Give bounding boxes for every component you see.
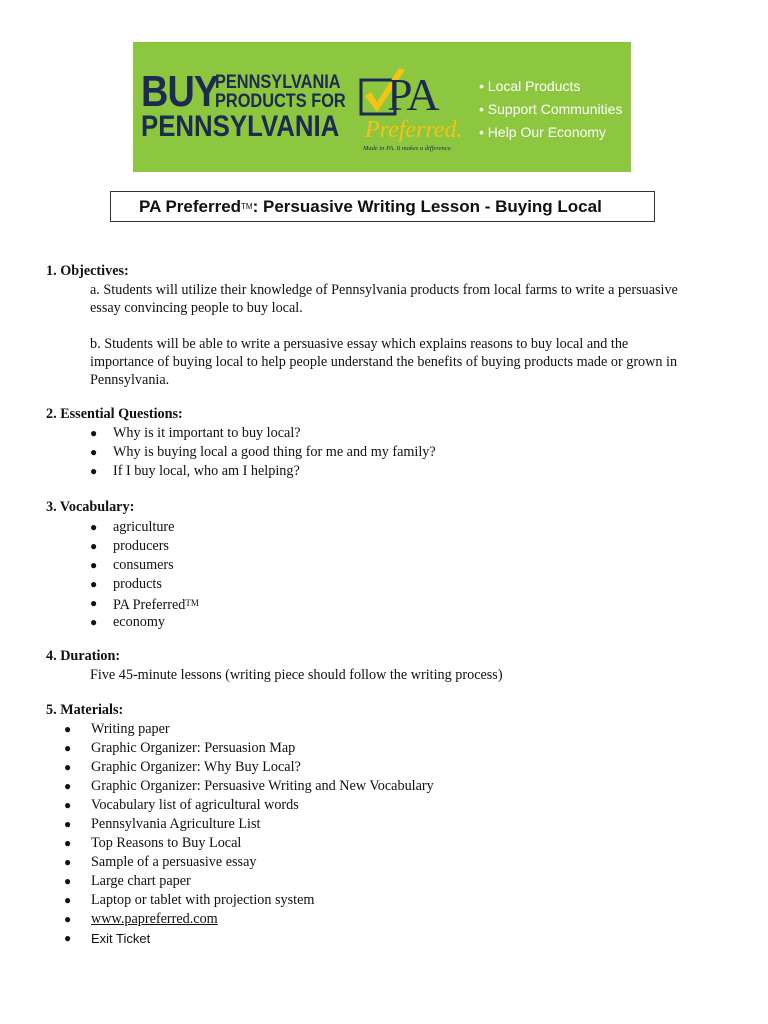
buy-line-3: PENNSYLVANIA xyxy=(141,110,340,143)
bullet-icon: ● xyxy=(90,615,98,629)
vocabulary-tm: TM xyxy=(185,598,199,608)
duration-text: Five 45-minute lessons (writing piece should follow the writing process) xyxy=(90,667,503,683)
list-item: ● Graphic Organizer: Persuasive Writing and New Vocabulary xyxy=(64,778,434,794)
list-item: ● Graphic Organizer: Persuasion Map xyxy=(64,740,296,756)
bullet-icon: ● xyxy=(90,577,98,591)
list-item: ● Laptop or tablet with projection system xyxy=(64,892,315,908)
list-item: ● producers xyxy=(90,538,169,554)
list-item: ● Sample of a persuasive essay xyxy=(64,854,257,870)
banner-bullet: • Local Products xyxy=(479,78,581,94)
bullet-icon: ● xyxy=(90,539,98,553)
bullet-icon: ● xyxy=(64,798,72,812)
materials-list xyxy=(64,720,434,948)
lesson-title-box xyxy=(110,191,655,222)
list-item: ● Vocabulary list of agricultural words xyxy=(64,797,299,813)
list-item: ● Writing paper xyxy=(64,721,170,737)
list-item: ● economy xyxy=(90,614,166,630)
objective-b-line: b. Students will be able to write a persuasive essay which explains reasons to buy local and the xyxy=(90,336,629,352)
objective-b-line: Pennsylvania. xyxy=(90,372,170,388)
bullet-icon: ● xyxy=(90,464,98,478)
logo-tagline: Made in PA. It makes a difference. xyxy=(363,145,453,152)
bullet-icon: ● xyxy=(64,741,72,755)
bullet-icon: ● xyxy=(64,760,72,774)
bullet-icon: ● xyxy=(64,817,72,831)
banner-bullet-list xyxy=(479,75,622,144)
objective-a-line: a. Students will utilize their knowledge of Pennsylvania products from local farms to write a persuasive xyxy=(90,282,678,298)
list-item: ● PA Preferred™ xyxy=(90,596,199,613)
objectives-heading: 1. Objectives: xyxy=(46,263,129,279)
papreferred-link[interactable]: www.papreferred.com xyxy=(91,911,218,927)
bullet-icon: ● xyxy=(64,893,72,907)
bullet-icon: ● xyxy=(64,912,72,926)
essential-questions-heading: 2. Essential Questions: xyxy=(46,406,183,422)
objective-a-line: essay convincing people to buy local. xyxy=(90,300,303,316)
bullet-icon: ● xyxy=(64,722,72,736)
list-item: ● consumers xyxy=(90,557,174,573)
bullet-icon: ● xyxy=(64,836,72,850)
objective-a xyxy=(90,281,720,317)
pa-preferred-banner xyxy=(133,42,631,172)
list-item: ● If I buy local, who am I helping? xyxy=(90,463,300,479)
bullet-icon: ● xyxy=(64,874,72,888)
title-suffix: : Persuasive Writing Lesson - Buying Local xyxy=(252,197,602,216)
bullet-icon: ● xyxy=(90,520,98,534)
list-item: ● Top Reasons to Buy Local xyxy=(64,835,242,851)
bullet-icon: ● xyxy=(90,426,98,440)
logo-preferred-text: Preferred. xyxy=(365,117,463,143)
list-item xyxy=(64,910,434,929)
buy-word: BUY xyxy=(141,67,219,116)
banner-bullet: • Help Our Economy xyxy=(479,124,607,140)
bullet-icon: ● xyxy=(90,558,98,572)
buy-line-1: PENNSYLVANIA xyxy=(215,72,341,93)
essential-questions-list xyxy=(90,424,436,481)
bullet-icon: ● xyxy=(90,596,98,610)
objective-b xyxy=(90,335,720,389)
objective-b-line: importance of buying local to help people understand the benefits of buying products made or grown in xyxy=(90,354,678,370)
list-item: ● Exit Ticket xyxy=(64,931,151,946)
list-item: ● Why is it important to buy local? xyxy=(90,425,301,441)
list-item: ● Pennsylvania Agriculture List xyxy=(64,816,261,832)
pa-preferred-logo xyxy=(357,68,469,158)
buy-line-2: PRODUCTS FOR xyxy=(215,91,346,112)
duration-heading: 4. Duration: xyxy=(46,648,121,664)
bullet-icon: ● xyxy=(90,445,98,459)
lesson-title xyxy=(139,197,602,217)
vocabulary-list xyxy=(90,518,199,632)
list-item: ● Graphic Organizer: Why Buy Local? xyxy=(64,759,301,775)
list-item: ● products xyxy=(90,576,162,592)
list-item: ● agriculture xyxy=(90,519,175,535)
materials-heading: 5. Materials: xyxy=(46,702,124,718)
bullet-icon: ● xyxy=(64,779,72,793)
title-prefix: PA Preferred xyxy=(139,197,242,216)
title-tm: TM xyxy=(241,202,253,211)
banner-bullet: • Support Communities xyxy=(479,101,623,117)
vocabulary-heading: 3. Vocabulary: xyxy=(46,499,135,515)
list-item: ● Why is buying local a good thing for me and my family? xyxy=(90,444,436,460)
list-item: ● Large chart paper xyxy=(64,873,191,889)
bullet-icon: ● xyxy=(64,931,72,945)
logo-pa-text: PA xyxy=(387,69,438,120)
bullet-icon: ● xyxy=(64,855,72,869)
